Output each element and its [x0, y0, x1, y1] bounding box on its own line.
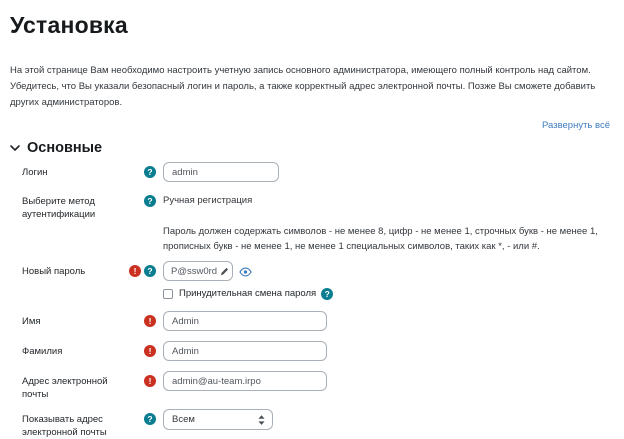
admin-account-form — [10, 162, 612, 439]
username-label: Логин — [22, 167, 48, 178]
required-icon: ! — [144, 315, 156, 327]
first-name-label: Имя — [22, 316, 41, 327]
email-input[interactable] — [163, 371, 327, 391]
email-visibility-selected-value: Всем — [172, 414, 195, 425]
help-icon[interactable]: ? — [144, 413, 156, 425]
username-icons — [126, 162, 163, 178]
required-icon: ! — [129, 265, 141, 277]
last-name-input[interactable] — [163, 341, 327, 361]
auth-method-icons — [126, 191, 163, 207]
section-general-header[interactable] — [10, 140, 612, 156]
pencil-icon — [220, 267, 229, 276]
username-row — [22, 162, 612, 182]
first-name-icons — [126, 311, 163, 327]
expand-all-row — [10, 115, 612, 133]
email-visibility-icons — [126, 409, 163, 425]
intro-text: На этой странице Вам необходимо настроить учетную запись основного администратора, имеющего полный контроль над сайтом. Убедитесь, что Вы указали безопасный логин и пароль, а также корректный адрес электронной почты. Позже Вы сможете добавить других администраторов. — [10, 65, 596, 108]
help-icon[interactable]: ? — [144, 166, 156, 178]
auth-method-row — [22, 191, 612, 221]
force-password-change-checkbox[interactable] — [163, 289, 173, 299]
required-icon: ! — [144, 375, 156, 387]
new-password-label: Новый пароль — [22, 266, 86, 277]
last-name-row — [22, 341, 612, 361]
email-label: Адрес электронной почты — [22, 376, 108, 400]
password-policy-hint: Пароль должен содержать символов - не менее 8, цифр - не менее 1, строчных букв - не менее 1, прописных букв - не менее 1, не менее 1 специальных символов, таких как *, - или #. — [163, 226, 598, 252]
section-title: Основные — [27, 140, 103, 156]
force-password-change-row — [163, 287, 612, 300]
help-icon[interactable]: ? — [144, 265, 156, 277]
first-name-input[interactable] — [163, 311, 327, 331]
expand-all-link[interactable]: Развернуть всё — [542, 120, 610, 131]
auth-method-value: Ручная регистрация — [163, 195, 253, 206]
new-password-control — [163, 261, 252, 281]
new-password-icons — [126, 261, 163, 277]
help-icon[interactable]: ? — [321, 288, 333, 300]
first-name-row — [22, 311, 612, 331]
last-name-icons — [126, 341, 163, 357]
force-password-change-label[interactable]: Принудительная смена пароля — [179, 288, 317, 299]
last-name-label: Фамилия — [22, 346, 63, 357]
help-icon[interactable]: ? — [144, 195, 156, 207]
required-icon: ! — [144, 345, 156, 357]
new-password-input[interactable] — [163, 261, 233, 281]
chevron-down-icon — [10, 144, 20, 152]
email-visibility-select[interactable] — [163, 409, 273, 430]
auth-method-label: Выберите метод аутентификации — [22, 196, 96, 220]
new-password-row — [22, 261, 612, 281]
select-up-down-arrows-icon — [258, 415, 265, 425]
new-password-value: P@ssw0rd — [171, 265, 218, 277]
email-row — [22, 371, 612, 401]
email-visibility-label: Показывать адрес электронной почты — [22, 414, 107, 438]
page-title: Установка — [10, 12, 128, 38]
email-icons — [126, 371, 163, 387]
username-input[interactable] — [163, 162, 279, 182]
reveal-password-eye-icon[interactable] — [239, 266, 252, 277]
email-visibility-row — [22, 409, 612, 439]
